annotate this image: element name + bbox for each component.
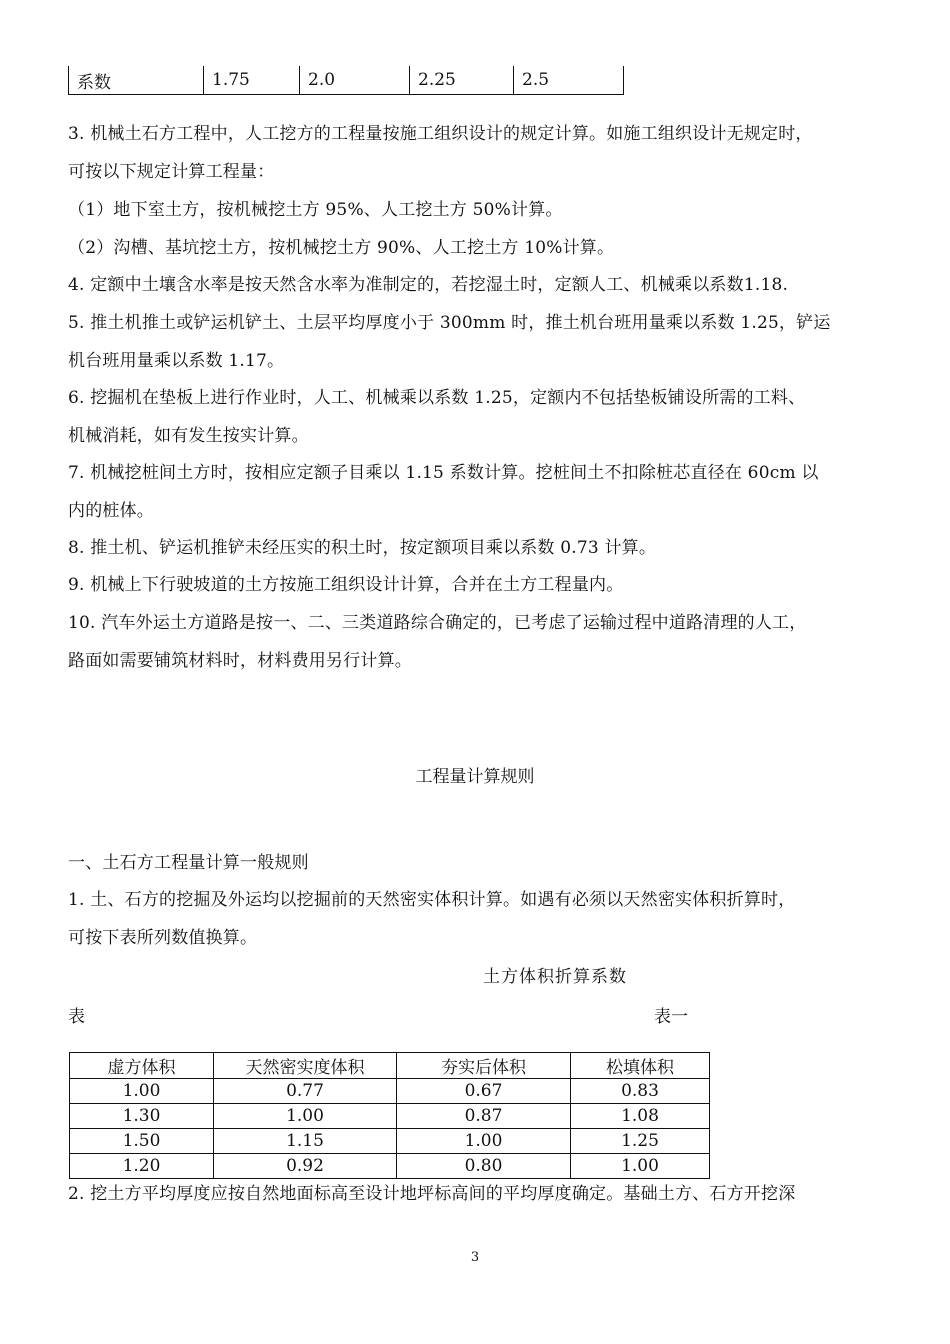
paragraph-3-line-2: 可按以下规定计算工程量： [68,162,275,182]
table-label-left: 表 [68,1007,85,1027]
table-cell: 2.0 [300,66,410,95]
table-row [70,1104,710,1129]
table-row [69,66,624,95]
table-caption: 土方体积折算系数 [483,967,627,987]
paragraph-8: 8. 推土机、铲运机推铲未经压实的积土时，按定额项目乘以系数 0.73 计算。 [68,538,657,558]
column-header: 虚方体积 [70,1053,214,1079]
table-cell: 2.5 [514,66,624,95]
page-number: 3 [470,1250,480,1265]
table-cell: 0.92 [214,1154,397,1179]
table-row [70,1129,710,1154]
column-header: 松填体积 [571,1053,710,1079]
table-row [70,1154,710,1179]
paragraph-2-line-1: 2. 挖土方平均厚度应按自然地面标高至设计地坪标高间的平均厚度确定。基础土方、石方开挖深 [68,1184,796,1204]
table-header-row [70,1053,710,1079]
table-cell: 系数 [69,66,204,95]
paragraph-5-line-2: 机台班用量乘以系数 1.17。 [68,351,285,371]
section-one-paragraph-1-line-1: 1. 土、石方的挖掘及外运均以挖掘前的天然密实体积计算。如遇有必须以天然密实体积折算时， [68,890,796,910]
volume-conversion-table [69,1052,710,1179]
paragraph-10-line-1: 10. 汽车外运土方道路是按一、二、三类道路综合确定的，已考虑了运输过程中道路清理的人工， [68,613,807,633]
table-cell: 1.00 [571,1154,710,1179]
section-one-heading: 一、土石方工程量计算一般规则 [68,853,309,873]
table-cell: 0.87 [397,1104,571,1129]
table-cell: 1.50 [70,1129,214,1154]
table-cell: 0.67 [397,1079,571,1104]
paragraph-4: 4. 定额中土壤含水率是按天然含水率为准制定的，若挖湿土时，定额人工、机械乘以系数1.18. [68,275,789,295]
section-title: 工程量计算规则 [415,767,535,787]
paragraph-3-item-2: （2）沟槽、基坑挖土方，按机械挖土方 90%、人工挖土方 10%计算。 [68,238,615,258]
table-cell: 1.25 [571,1129,710,1154]
table-cell: 1.08 [571,1104,710,1129]
table-row [70,1079,710,1104]
table-cell: 1.00 [70,1079,214,1104]
coefficient-table-fragment [68,66,624,95]
paragraph-6-line-1: 6. 挖掘机在垫板上进行作业时，人工、机械乘以系数 1.25，定额内不包括垫板铺设所需的工料、 [68,388,806,408]
table-cell: 1.00 [214,1104,397,1129]
table-cell: 0.77 [214,1079,397,1104]
table-label-right: 表一 [654,1007,688,1027]
column-header: 天然密实度体积 [214,1053,397,1079]
table-cell: 1.00 [397,1129,571,1154]
paragraph-10-line-2: 路面如需要铺筑材料时，材料费用另行计算。 [68,651,412,671]
paragraph-7-line-1: 7. 机械挖桩间土方时，按相应定额子目乘以 1.15 系数计算。挖桩间土不扣除桩芯直径在 60cm 以 [68,463,819,483]
table-cell: 1.75 [204,66,300,95]
table-cell: 1.20 [70,1154,214,1179]
table-cell: 2.25 [410,66,514,95]
table-cell: 0.80 [397,1154,571,1179]
paragraph-3-item-1: （1）地下室土方，按机械挖土方 95%、人工挖土方 50%计算。 [68,200,563,220]
paragraph-7-line-2: 内的桩体。 [68,501,154,521]
table-cell: 0.83 [571,1079,710,1104]
column-header: 夯实后体积 [397,1053,571,1079]
paragraph-3-line-1: 3. 机械土石方工程中，人工挖方的工程量按施工组织设计的规定计算。如施工组织设计无规定时， [68,124,813,144]
section-one-paragraph-1-line-2: 可按下表所列数值换算。 [68,928,258,948]
table-cell: 1.30 [70,1104,214,1129]
paragraph-5-line-1: 5. 推土机推土或铲运机铲土、土层平均厚度小于 300mm 时，推土机台班用量乘以系数 1.25，铲运 [68,313,831,333]
paragraph-6-line-2: 机械消耗，如有发生按实计算。 [68,426,309,446]
table-cell: 1.15 [214,1129,397,1154]
paragraph-9: 9. 机械上下行驶坡道的土方按施工组织设计计算，合并在土方工程量内。 [68,575,624,595]
